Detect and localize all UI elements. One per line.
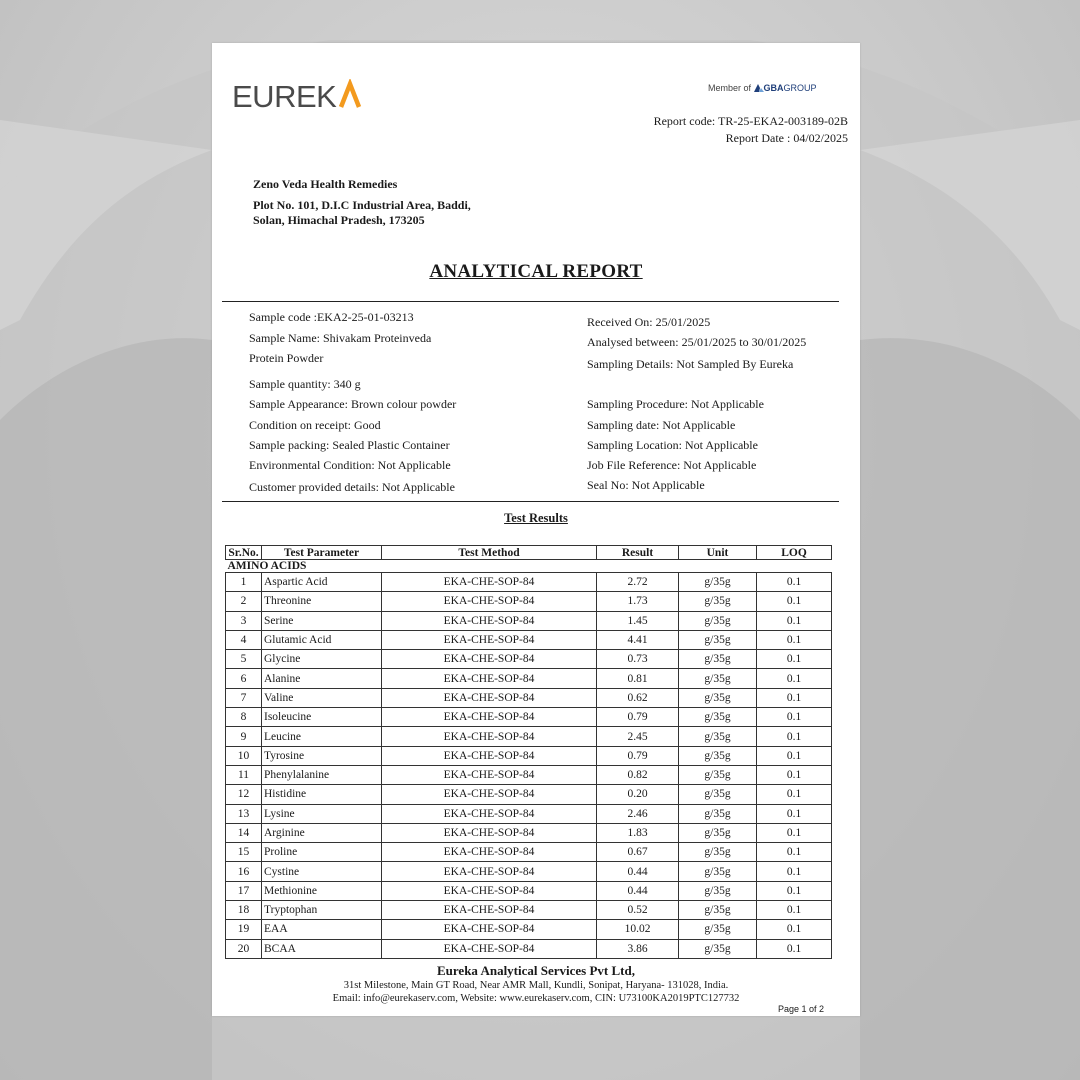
cell-loq: 0.1 [757, 688, 832, 707]
cell-test-parameter: Proline [262, 843, 382, 862]
sample-name: Sample Name: Shivakam Proteinveda [249, 331, 432, 345]
cell-test-parameter: Aspartic Acid [262, 573, 382, 592]
condition-on-receipt: Condition on receipt: Good [249, 418, 381, 432]
cell-result: 0.62 [597, 688, 679, 707]
cell-result: 0.67 [597, 843, 679, 862]
table-row [226, 727, 832, 746]
member-group-bold: GBA [763, 83, 784, 93]
cell-unit: g/35g [679, 823, 757, 842]
cell-result: 4.41 [597, 630, 679, 649]
cell-test-method: EKA-CHE-SOP-84 [382, 669, 597, 688]
col-header-test-method: Test Method [382, 546, 597, 560]
cell-test-method: EKA-CHE-SOP-84 [382, 727, 597, 746]
cell-test-parameter: EAA [262, 920, 382, 939]
cell-loq: 0.1 [757, 862, 832, 881]
cell-loq: 0.1 [757, 881, 832, 900]
table-row [226, 573, 832, 592]
table-row [226, 592, 832, 611]
cell-loq: 0.1 [757, 592, 832, 611]
cell-result: 0.20 [597, 785, 679, 804]
cell-sr-no: 3 [226, 611, 262, 630]
footer-company: Eureka Analytical Services Pvt Ltd, [436, 963, 635, 978]
cell-result: 2.46 [597, 804, 679, 823]
member-prefix: Member of [708, 83, 752, 93]
cell-test-parameter: Phenylalanine [262, 765, 382, 784]
cell-test-parameter: Threonine [262, 592, 382, 611]
cell-loq: 0.1 [757, 785, 832, 804]
cell-sr-no: 14 [226, 823, 262, 842]
cell-test-method: EKA-CHE-SOP-84 [382, 881, 597, 900]
cell-sr-no: 4 [226, 630, 262, 649]
cell-test-method: EKA-CHE-SOP-84 [382, 746, 597, 765]
divider-top [222, 301, 839, 302]
cell-test-parameter: Histidine [262, 785, 382, 804]
footer-address: 31st Milestone, Main GT Road, Near AMR Mall, Kundli, Sonipat, Haryana- 131028, India. [343, 980, 729, 991]
cell-result: 3.86 [597, 939, 679, 958]
cell-unit: g/35g [679, 920, 757, 939]
table-row [226, 746, 832, 765]
cell-test-parameter: Arginine [262, 823, 382, 842]
cell-unit: g/35g [679, 881, 757, 900]
cell-loq: 0.1 [757, 843, 832, 862]
table-row [226, 881, 832, 900]
cell-test-parameter: Lysine [262, 804, 382, 823]
client-address-line2: Solan, Himachal Pradesh, 173205 [253, 213, 425, 227]
cell-test-method: EKA-CHE-SOP-84 [382, 862, 597, 881]
cell-test-method: EKA-CHE-SOP-84 [382, 920, 597, 939]
cell-result: 0.73 [597, 650, 679, 669]
cell-loq: 0.1 [757, 765, 832, 784]
cell-test-method: EKA-CHE-SOP-84 [382, 901, 597, 920]
gba-logo-icon [754, 84, 764, 92]
report-date: Report Date : 04/02/2025 [725, 131, 848, 145]
col-header-result: Result [597, 546, 679, 560]
cell-test-method: EKA-CHE-SOP-84 [382, 843, 597, 862]
environmental-condition: Environmental Condition: Not Applicable [249, 458, 451, 472]
cell-result: 2.72 [597, 573, 679, 592]
cell-test-method: EKA-CHE-SOP-84 [382, 804, 597, 823]
cell-sr-no: 15 [226, 843, 262, 862]
cell-sr-no: 6 [226, 669, 262, 688]
cell-unit: g/35g [679, 573, 757, 592]
cell-unit: g/35g [679, 650, 757, 669]
cell-sr-no: 13 [226, 804, 262, 823]
cell-sr-no: 2 [226, 592, 262, 611]
report-title: ANALYTICAL REPORT [429, 261, 643, 282]
client-name: Zeno Veda Health Remedies [253, 177, 398, 191]
sampling-procedure: Sampling Procedure: Not Applicable [587, 397, 764, 411]
cell-test-parameter: Tyrosine [262, 746, 382, 765]
page-number: Page 1 of 2 [777, 1004, 824, 1014]
cell-loq: 0.1 [757, 708, 832, 727]
table-row [226, 843, 832, 862]
cell-result: 1.83 [597, 823, 679, 842]
cell-sr-no: 17 [226, 881, 262, 900]
cell-loq: 0.1 [757, 920, 832, 939]
cell-test-parameter: Glutamic Acid [262, 630, 382, 649]
table-row [226, 785, 832, 804]
col-header-unit: Unit [679, 546, 757, 560]
cell-result: 2.45 [597, 727, 679, 746]
cell-unit: g/35g [679, 630, 757, 649]
cell-sr-no: 12 [226, 785, 262, 804]
cell-loq: 0.1 [757, 823, 832, 842]
table-row [226, 901, 832, 920]
col-header-loq: LOQ [757, 546, 832, 560]
table-row [226, 939, 832, 958]
table-row [226, 765, 832, 784]
table-row [226, 630, 832, 649]
received-on: Received On: 25/01/2025 [587, 315, 711, 329]
cell-test-parameter: Glycine [262, 650, 382, 669]
cell-test-method: EKA-CHE-SOP-84 [382, 785, 597, 804]
cell-test-method: EKA-CHE-SOP-84 [382, 611, 597, 630]
cell-test-parameter: Alanine [262, 669, 382, 688]
report-code: Report code: TR-25-EKA2-003189-02B [653, 114, 848, 128]
cell-loq: 0.1 [757, 573, 832, 592]
cell-loq: 0.1 [757, 650, 832, 669]
cell-sr-no: 8 [226, 708, 262, 727]
cell-sr-no: 7 [226, 688, 262, 707]
cell-result: 0.52 [597, 901, 679, 920]
cell-test-method: EKA-CHE-SOP-84 [382, 650, 597, 669]
cell-loq: 0.1 [757, 804, 832, 823]
sample-packing: Sample packing: Sealed Plastic Container [249, 438, 450, 452]
table-row [226, 611, 832, 630]
cell-test-method: EKA-CHE-SOP-84 [382, 823, 597, 842]
footer-contact: Email: info@eurekaserv.com, Website: www.eurekaserv.com, CIN: U73100KA2019PTC127732 [332, 993, 740, 1004]
table-row [226, 920, 832, 939]
col-header-sr-no: Sr.No. [226, 546, 262, 560]
cell-unit: g/35g [679, 843, 757, 862]
cell-test-method: EKA-CHE-SOP-84 [382, 630, 597, 649]
cell-test-parameter: Valine [262, 688, 382, 707]
divider-bottom [222, 501, 839, 502]
table-row [226, 708, 832, 727]
cell-unit: g/35g [679, 592, 757, 611]
cell-loq: 0.1 [757, 746, 832, 765]
member-group-rest: GROUP [783, 83, 817, 93]
analysed-between: Analysed between: 25/01/2025 to 30/01/2025 [587, 335, 807, 349]
cell-sr-no: 18 [226, 901, 262, 920]
cell-loq: 0.1 [757, 611, 832, 630]
cell-test-parameter: Tryptophan [262, 901, 382, 920]
table-row [226, 688, 832, 707]
cell-test-parameter: Cystine [262, 862, 382, 881]
cell-test-method: EKA-CHE-SOP-84 [382, 939, 597, 958]
cell-result: 1.45 [597, 611, 679, 630]
cell-test-parameter: Methionine [262, 881, 382, 900]
table-row [226, 804, 832, 823]
cell-result: 0.79 [597, 708, 679, 727]
job-file-reference: Job File Reference: Not Applicable [587, 458, 757, 472]
cell-test-method: EKA-CHE-SOP-84 [382, 592, 597, 611]
sample-code: Sample code :EKA2-25-01-03213 [249, 310, 414, 324]
cell-sr-no: 1 [226, 573, 262, 592]
sample-quantity: Sample quantity: 340 g [249, 377, 361, 391]
report-document [212, 43, 860, 1016]
cell-unit: g/35g [679, 901, 757, 920]
cell-test-method: EKA-CHE-SOP-84 [382, 708, 597, 727]
cell-loq: 0.1 [757, 939, 832, 958]
cell-unit: g/35g [679, 611, 757, 630]
cell-unit: g/35g [679, 746, 757, 765]
cell-sr-no: 19 [226, 920, 262, 939]
report-meta [654, 113, 848, 147]
cell-test-method: EKA-CHE-SOP-84 [382, 765, 597, 784]
test-results-title: Test Results [504, 511, 568, 525]
section-row [226, 560, 832, 573]
cell-loq: 0.1 [757, 727, 832, 746]
cell-sr-no: 9 [226, 727, 262, 746]
cell-test-parameter: Isoleucine [262, 708, 382, 727]
cell-test-parameter: BCAA [262, 939, 382, 958]
col-header-test-parameter: Test Parameter [262, 546, 382, 560]
customer-provided-details: Customer provided details: Not Applicable [249, 480, 455, 494]
cell-unit: g/35g [679, 688, 757, 707]
cell-unit: g/35g [679, 939, 757, 958]
cell-result: 0.79 [597, 746, 679, 765]
cell-sr-no: 20 [226, 939, 262, 958]
section-label: AMINO ACIDS [226, 560, 832, 573]
table-row [226, 669, 832, 688]
client-address-line1: Plot No. 101, D.I.C Industrial Area, Baddi, [253, 198, 471, 212]
cell-result: 10.02 [597, 920, 679, 939]
cell-test-method: EKA-CHE-SOP-84 [382, 573, 597, 592]
membership-note [708, 83, 817, 93]
cell-sr-no: 5 [226, 650, 262, 669]
cell-loq: 0.1 [757, 901, 832, 920]
cell-test-parameter: Leucine [262, 727, 382, 746]
eureka-logo [232, 79, 372, 113]
cell-result: 0.44 [597, 881, 679, 900]
table-row [226, 862, 832, 881]
cell-loq: 0.1 [757, 630, 832, 649]
cell-loq: 0.1 [757, 669, 832, 688]
cell-result: 0.44 [597, 862, 679, 881]
cell-unit: g/35g [679, 862, 757, 881]
cell-result: 1.73 [597, 592, 679, 611]
client-block [253, 177, 471, 228]
cell-sr-no: 16 [226, 862, 262, 881]
sampling-details: Sampling Details: Not Sampled By Eureka [587, 357, 794, 371]
cell-test-method: EKA-CHE-SOP-84 [382, 688, 597, 707]
cell-unit: g/35g [679, 765, 757, 784]
cell-unit: g/35g [679, 669, 757, 688]
table-row [226, 823, 832, 842]
cell-test-parameter: Serine [262, 611, 382, 630]
svg-text:EUREK: EUREK [232, 79, 337, 113]
sampling-date: Sampling date: Not Applicable [587, 418, 736, 432]
sampling-location: Sampling Location: Not Applicable [587, 438, 758, 452]
cell-unit: g/35g [679, 727, 757, 746]
cell-unit: g/35g [679, 804, 757, 823]
sample-appearance: Sample Appearance: Brown colour powder [249, 397, 457, 411]
results-table [225, 545, 832, 959]
sample-name-cont: Protein Powder [249, 351, 324, 365]
cell-unit: g/35g [679, 708, 757, 727]
cell-sr-no: 10 [226, 746, 262, 765]
table-row [226, 650, 832, 669]
cell-result: 0.82 [597, 765, 679, 784]
cell-sr-no: 11 [226, 765, 262, 784]
seal-no: Seal No: Not Applicable [587, 478, 705, 492]
table-header-row [226, 546, 832, 560]
cell-unit: g/35g [679, 785, 757, 804]
cell-result: 0.81 [597, 669, 679, 688]
